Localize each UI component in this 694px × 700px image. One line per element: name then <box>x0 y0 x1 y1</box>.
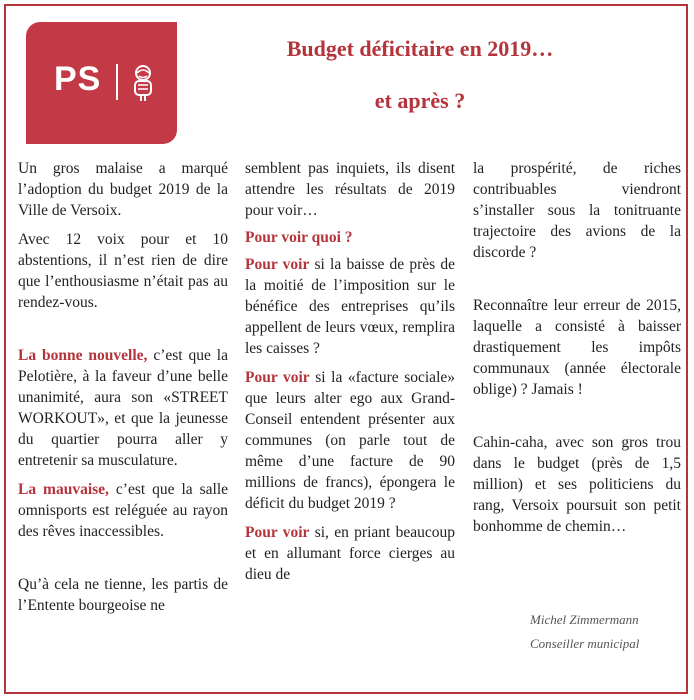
signature-name: Michel Zimmermann <box>530 612 639 627</box>
signature-role: Conseiller municipal <box>530 636 640 651</box>
paragraph <box>245 254 455 359</box>
paragraph <box>245 522 455 585</box>
ps-logo <box>26 22 177 144</box>
highlight-lead: Pour voir <box>245 369 310 386</box>
paragraph: Avec 12 voix pour et 10 abstentions, il n’est rien de dire que l’enthousiasme n’était pas au rendez-vous. <box>18 231 228 311</box>
paragraph: Qu’à cela ne tienne, les partis de l’Entente bourgeoise ne <box>18 576 228 614</box>
paragraph <box>18 479 228 542</box>
paragraph <box>245 367 455 514</box>
column-2 <box>245 158 455 585</box>
title-line-2: et après ? <box>374 88 466 113</box>
paragraph: Reconnaître leur erreur de 2015, laquelle a consisté à baisser drastiquement les impôts communaux (année électorale oblige) ? Jamais ! <box>473 297 681 398</box>
section-heading: Pour voir quoi ? <box>245 229 353 246</box>
highlight-lead: Pour voir <box>245 256 310 273</box>
paragraph-text: si la baisse de près de la moitié de l’imposition sur le bénéfice des entreprises qu’ils appellent de leurs vœux, remplira les caisses ? <box>245 256 455 357</box>
paragraph-text: si la «facture sociale» que leurs alter ego aux Grand-Conseil entendent présenter aux communes (on parle tout de même d’une facture de 90 millions de francs), épongera le déficit du budget 2019 ? <box>245 369 456 512</box>
paragraph-text: c’est que la salle omnisports est reléguée au rayon des rêves inaccessibles. <box>18 481 229 540</box>
fist-rose-icon <box>125 64 161 102</box>
column-3 <box>473 158 681 537</box>
paragraph <box>18 345 228 471</box>
highlight-lead: La mauvaise, <box>18 481 109 498</box>
highlight-lead: Pour voir <box>245 524 310 541</box>
logo-text: PS <box>54 60 102 98</box>
title-line-1: Budget déficitaire en 2019… <box>286 36 554 61</box>
paragraph-text: c’est que la Pelotière, à la faveur d’une belle unanimité, aura son «STREET WORKOUT», et que la jeunesse du quartier pourra aller y entretenir sa musculature. <box>18 347 228 469</box>
highlight-lead: La bonne nouvelle, <box>18 347 148 364</box>
paragraph: Cahin-caha, avec son gros trou dans le budget (près de 1,5 million) et ses politiciens du rang, Versoix poursuit son petit bonhomme de chemin… <box>473 434 681 535</box>
paragraph-text: si, en priant beaucoup et en allumant force cierges au dieu de <box>245 524 455 583</box>
logo-divider <box>116 64 118 100</box>
paragraph: la prospérité, de riches contribuables viendront s’installer sous la tonitruante trajectoire des avions de la discorde ? <box>473 160 681 261</box>
column-1 <box>18 158 228 616</box>
paragraph: semblent pas inquiets, ils disent attendre les résultats de 2019 pour voir… <box>245 160 455 219</box>
paragraph: Un gros malaise a marqué l’adoption du budget 2019 de la Ville de Versoix. <box>18 160 228 219</box>
